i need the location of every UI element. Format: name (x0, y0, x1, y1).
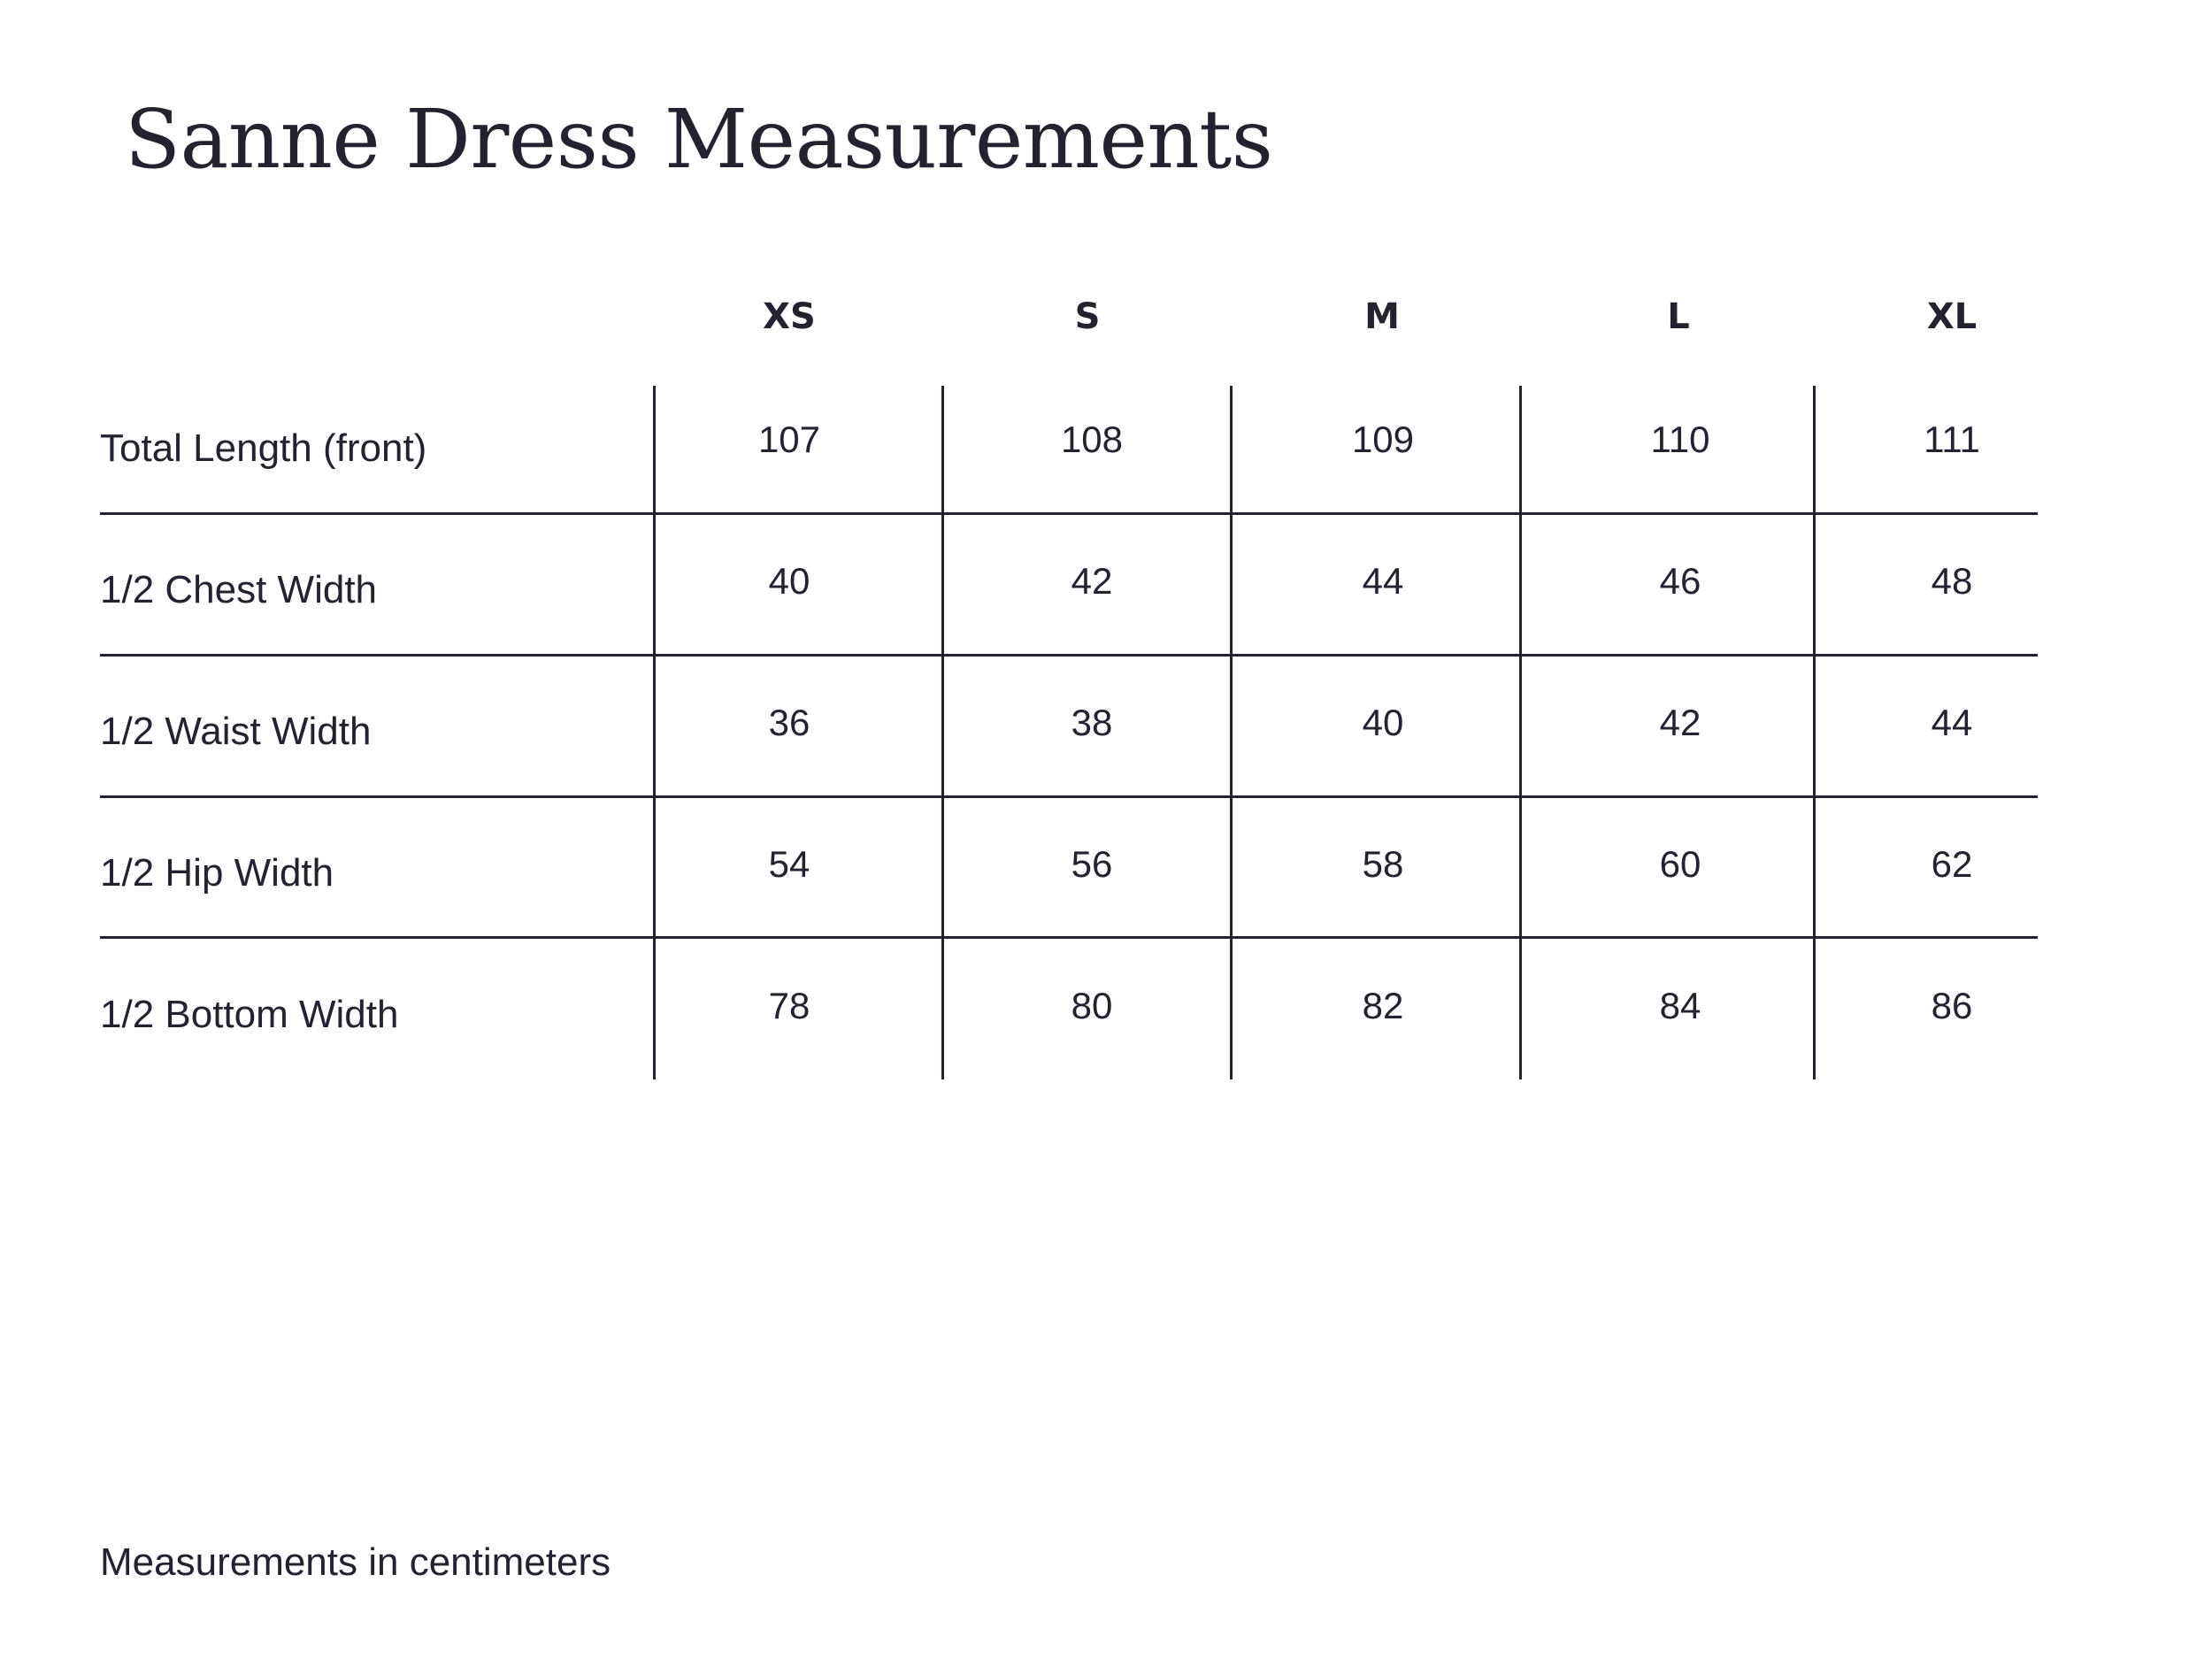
column-divider (1230, 386, 1233, 1079)
table-cell: 78 (768, 985, 810, 1026)
table-cell: 109 (1351, 419, 1415, 460)
table-cell: 82 (1362, 985, 1404, 1026)
size-header-m: M (1364, 296, 1400, 337)
units-footnote: Measurements in centimeters (100, 1540, 611, 1584)
table-cell: 111 (1924, 419, 1980, 460)
table-cell: 110 (1650, 419, 1710, 460)
table-cell: 62 (1931, 843, 1973, 885)
size-header-xs: XS (763, 296, 816, 337)
row-divider (100, 654, 2038, 657)
table-cell: 42 (1071, 560, 1113, 602)
table-cell: 86 (1931, 985, 1973, 1026)
row-label-total-length: Total Length (front) (100, 426, 427, 470)
row-label-hip-width: 1/2 Hip Width (100, 851, 334, 895)
table-cell: 40 (768, 560, 810, 602)
table-cell: 84 (1659, 985, 1701, 1026)
table-cell: 48 (1931, 560, 1973, 602)
size-header-l: L (1667, 296, 1690, 337)
table-cell: 54 (768, 843, 810, 885)
table-cell: 108 (1060, 419, 1124, 460)
row-divider (100, 936, 2038, 939)
row-label-waist-width: 1/2 Waist Width (100, 710, 372, 753)
column-divider (1519, 386, 1522, 1079)
table-cell: 80 (1071, 985, 1113, 1026)
table-cell: 38 (1071, 702, 1113, 743)
column-divider (941, 386, 944, 1079)
page-title: Sanne Dress Measurements (125, 92, 1273, 187)
table-cell: 56 (1071, 843, 1113, 885)
table-cell: 42 (1659, 702, 1701, 743)
table-cell: 107 (757, 419, 821, 460)
table-cell: 60 (1659, 843, 1701, 885)
size-header-s: S (1074, 296, 1101, 337)
table-cell: 58 (1362, 843, 1404, 885)
table-cell: 40 (1362, 702, 1404, 743)
column-divider (653, 386, 656, 1079)
row-label-chest-width: 1/2 Chest Width (100, 568, 378, 611)
size-header-xl: XL (1926, 296, 1978, 337)
table-cell: 44 (1362, 560, 1404, 602)
row-label-bottom-width: 1/2 Bottom Width (100, 993, 399, 1036)
table-cell: 46 (1659, 560, 1701, 602)
row-divider (100, 795, 2038, 798)
column-divider (1813, 386, 1816, 1079)
table-cell: 44 (1931, 702, 1973, 743)
row-divider (100, 512, 2038, 515)
table-cell: 36 (768, 702, 810, 743)
